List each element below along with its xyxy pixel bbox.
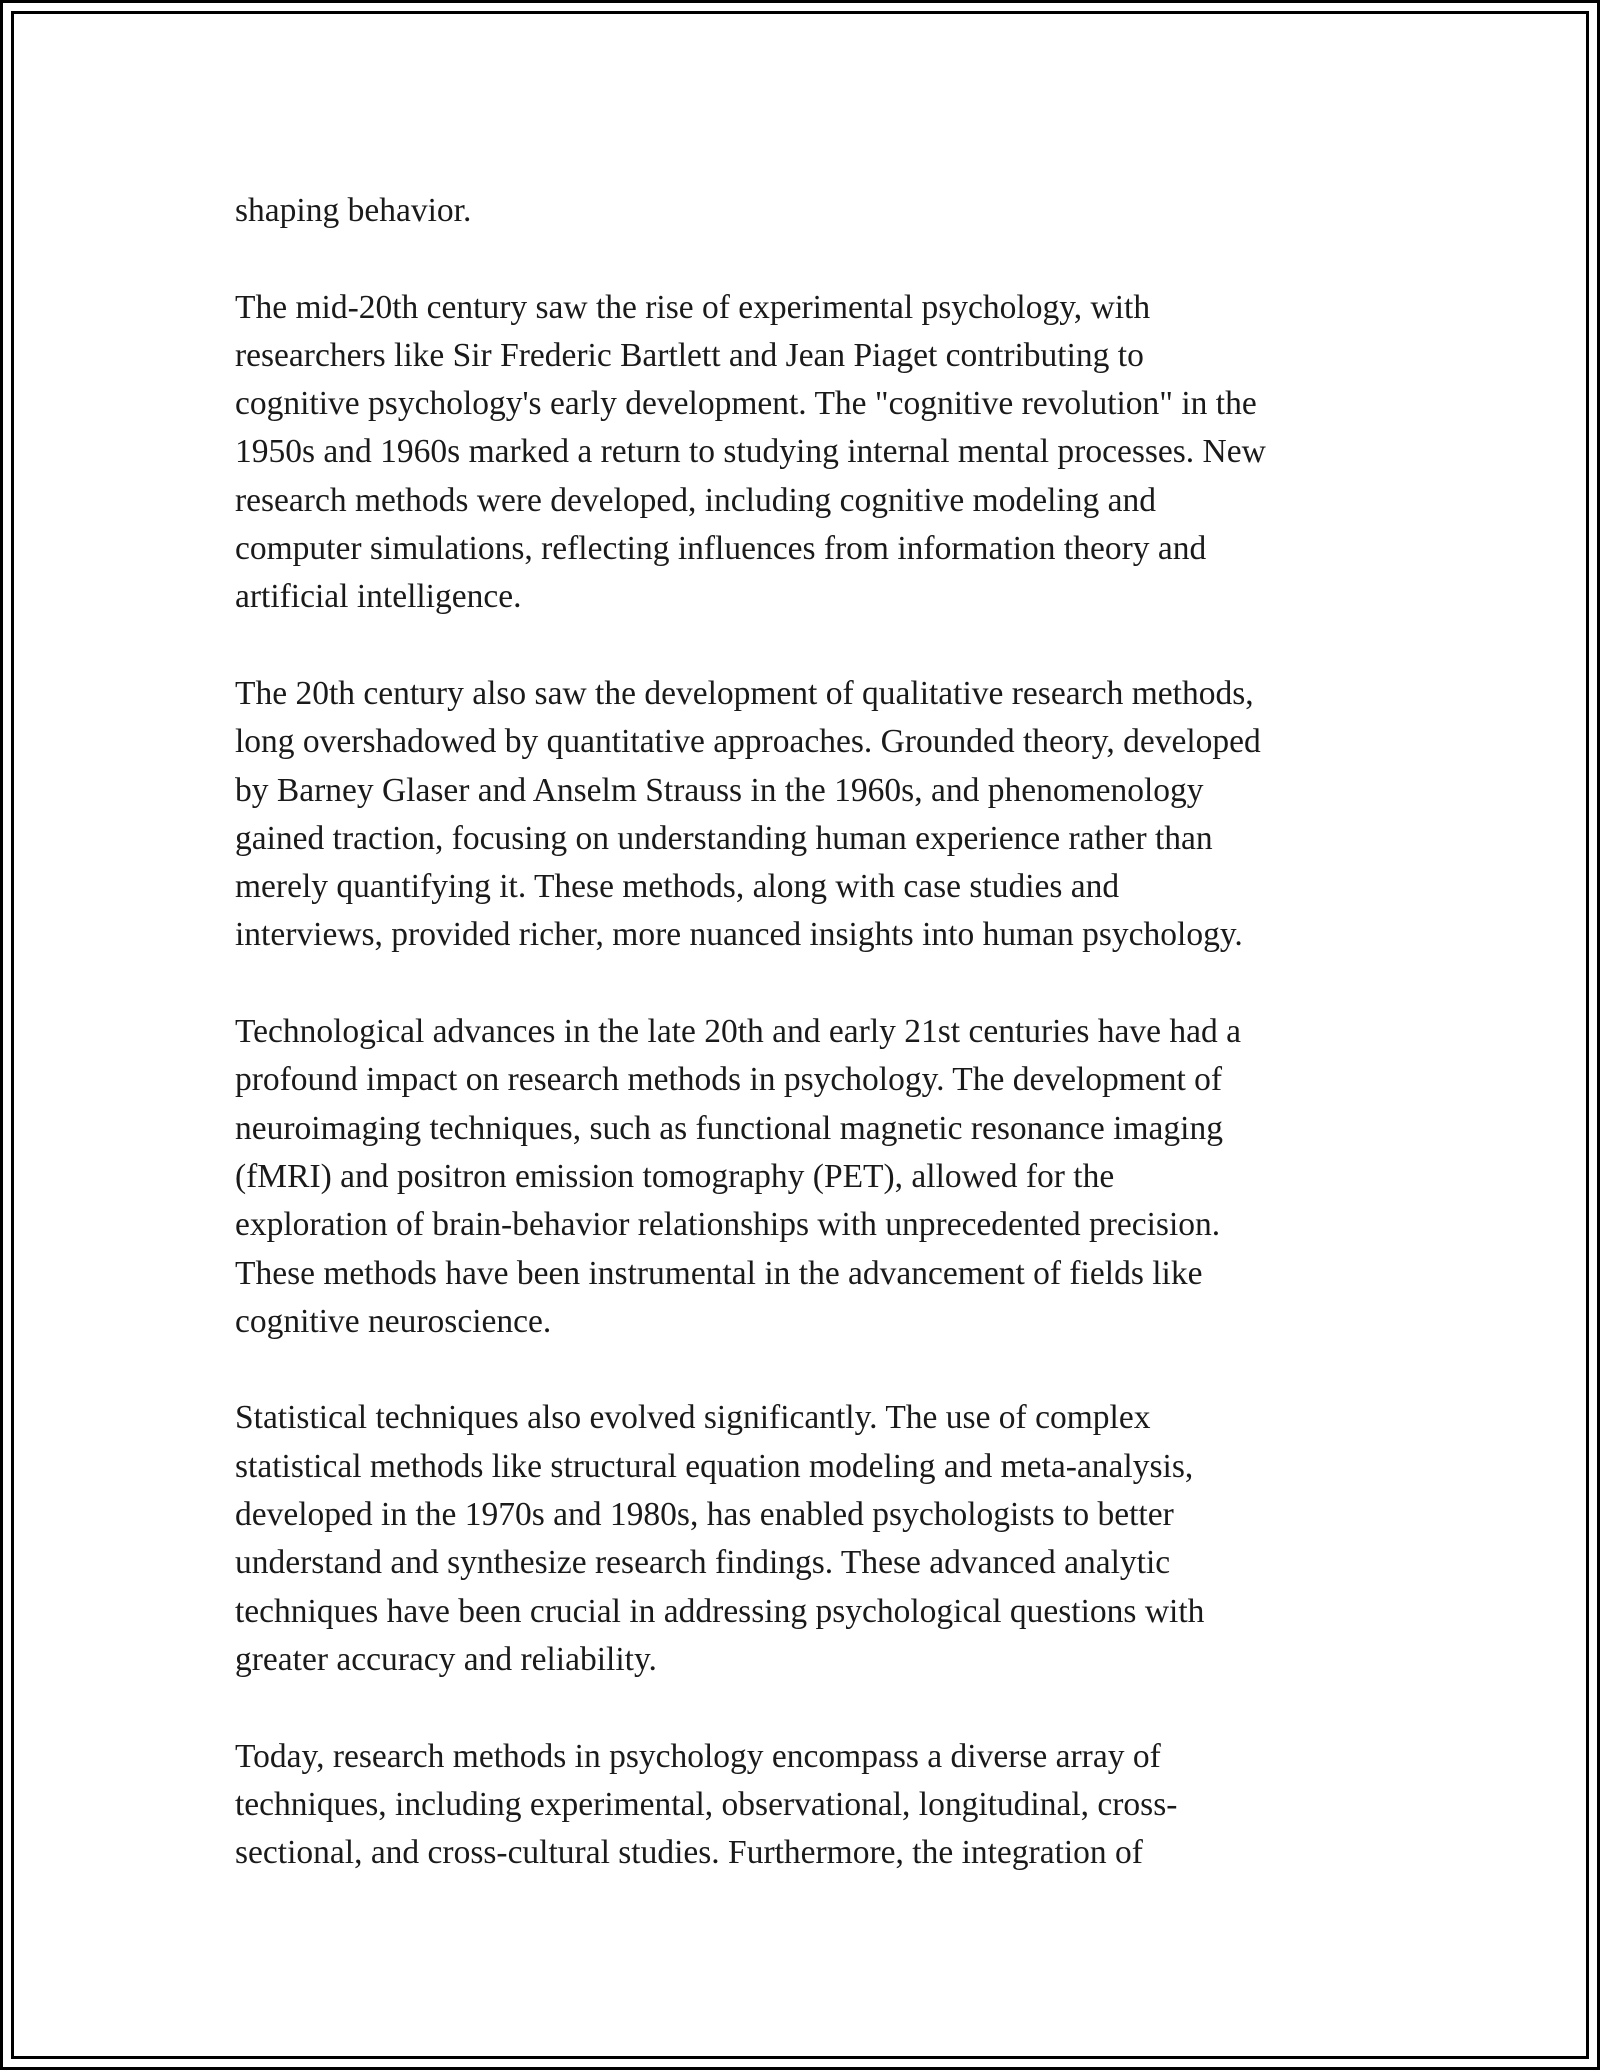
text-line: by Barney Glaser and Anselm Strauss in the 1960s, and phenomenology [235,771,1204,809]
text-line: merely quantifying it. These methods, along with case studies and [235,868,1120,906]
text-line: Today, research methods in psychology encompass a diverse array of [235,1737,1161,1775]
text-line: developed in the 1970s and 1980s, has enabled psychologists to better [235,1496,1174,1534]
text-line: greater accuracy and reliability. [235,1640,657,1678]
text-line: cognitive psychology's early development. The "cognitive revolution" in the [235,385,1257,423]
document-body [235,187,1385,1877]
text-line: neuroimaging techniques, such as functional magnetic resonance imaging [235,1109,1223,1147]
text-line: Technological advances in the late 20th and early 21st centuries have had a [235,1013,1241,1051]
text-line: long overshadowed by quantitative approaches. Grounded theory, developed [235,723,1261,761]
text-line: cognitive neuroscience. [235,1302,552,1340]
text-line: computer simulations, reflecting influences from information theory and [235,530,1207,568]
text-line: techniques, including experimental, observational, longitudinal, cross- [235,1785,1178,1823]
text-line: statistical methods like structural equation modeling and meta-analysis, [235,1447,1194,1485]
text-line: profound impact on research methods in psychology. The development of [235,1061,1223,1099]
text-line: exploration of brain-behavior relationships with unprecedented precision. [235,1206,1221,1244]
text-line: understand and synthesize research findings. These advanced analytic [235,1544,1171,1582]
text-line: gained traction, focusing on understanding human experience rather than [235,819,1213,857]
text-line: 1950s and 1960s marked a return to studying internal mental processes. New [235,433,1266,471]
paragraph [235,670,1385,960]
text-line: research methods were developed, including cognitive modeling and [235,481,1156,519]
text-line: sectional, and cross-cultural studies. Furthermore, the integration of [235,1834,1143,1872]
paragraph [235,284,1385,622]
text-line: techniques have been crucial in addressing psychological questions with [235,1592,1205,1630]
text-line: The mid-20th century saw the rise of experimental psychology, with [235,288,1151,326]
paragraph [235,1394,1385,1684]
text-line: Statistical techniques also evolved significantly. The use of complex [235,1399,1151,1437]
paragraph [235,1733,1385,1878]
text-line: The 20th century also saw the development of qualitative research methods, [235,674,1254,712]
paragraph [235,1008,1385,1346]
text-line: shaping behavior. [235,192,472,229]
text-line: interviews, provided richer, more nuanced insights into human psychology. [235,916,1243,954]
paragraph [235,187,1385,235]
text-line: researchers like Sir Frederic Bartlett and Jean Piaget contributing to [235,336,1144,374]
text-line: These methods have been instrumental in the advancement of fields like [235,1254,1203,1292]
text-line: artificial intelligence. [235,578,522,616]
text-line: (fMRI) and positron emission tomography (PET), allowed for the [235,1157,1115,1195]
